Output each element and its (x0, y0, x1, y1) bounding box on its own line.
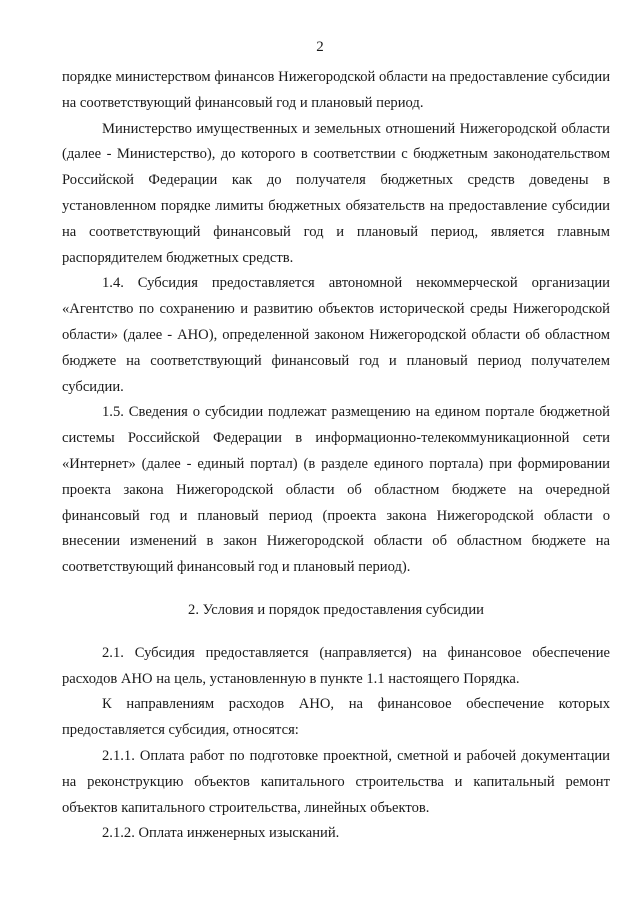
document-body (62, 65, 610, 847)
paragraph-1-5: 1.5. Сведения о субсидии подлежат размещению на едином портале бюджетной системы Российской Федерации в информационно-телекоммуникационной сети «Интернет» (далее - единый портал) (в разделе единого портала) при формировании проекта закона Нижегородской области об областном бюджете на очередной финансовый год и плановый период (проекта закона Нижегородской области о внесении изменений в закон Нижегородской области об областном бюджете на соответствующий финансовый год и плановый период). (62, 404, 610, 576)
paragraph-2-1-2: 2.1.2. Оплата инженерных изысканий. (102, 825, 340, 842)
paragraph-2-1: 2.1. Субсидия предоставляется (направляется) на финансовое обеспечение расходов АНО на цель, установленную в пункте 1.1 настоящего Порядка. (62, 644, 610, 687)
section-heading-2: 2. Условия и порядок предоставления субсидии (188, 601, 484, 618)
paragraph-2-1-1: 2.1.1. Оплата работ по подготовке проектной, сметной и рабочей документации на реконструкцию объектов капитального строительства и капитальный ремонт объектов капитального строительства, линейных объектов. (62, 747, 610, 816)
paragraph-ministry: Министерство имущественных и земельных отношений Нижегородской области (далее - Министерство), до которого в соответствии с бюджетным законодательством Российской Федерации как до получателя бюджетных средств доведены в установленном порядке лимиты бюджетных обязательств на предоставление субсидии на соответствующий финансовый год и плановый период, является главным распорядителем бюджетных средств. (62, 120, 610, 266)
paragraph-1-4: 1.4. Субсидия предоставляется автономной некоммерческой организации «Агентство по сохранению и развитию объектов исторической среды Нижегородской области» (далее - АНО), определенной законом Нижегородской области об областном бюджете на соответствующий финансовый год и плановый период получателем субсидии. (62, 275, 610, 395)
page-number: 2 (316, 39, 324, 55)
paragraph-continuation: порядке министерством финансов Нижегородской области на предоставление субсидии на соответствующий финансовый год и плановый период. (62, 69, 610, 111)
paragraph-expense-directions: К направлениям расходов АНО, на финансовое обеспечение которых предоставляется субсидия, относятся: (62, 696, 610, 739)
